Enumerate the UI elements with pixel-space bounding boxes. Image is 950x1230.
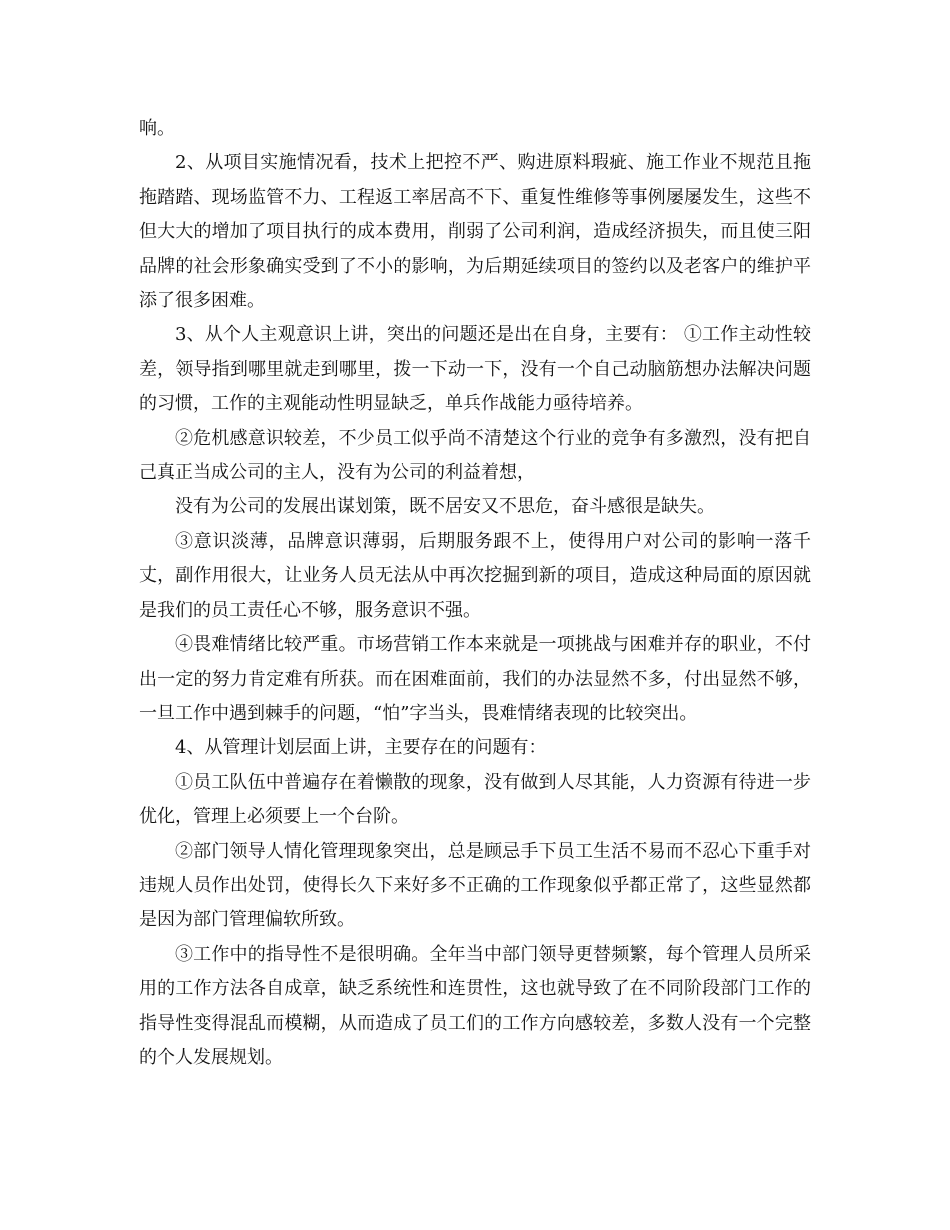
paragraph-fear-of-difficulty: ④畏难情绪比较严重。市场营销工作本来就是一项挑战与困难并存的职业，不付出一定的努力肯定难有所获。而在困难面前，我们的办法显然不多，付出显然不够，一旦工作中遇到棘手的问题，“怕”字当头，畏难情绪表现的比较突出。 [139,634,811,724]
paragraph-management-heading: 4、从管理计划层面上讲，主要存在的问题有： [175,737,547,759]
paragraph-project-implementation: 2、从项目实施情况看，技术上把控不严、购进原料瑕疵、施工作业不规范且拖拖踏踏、现场监管不力、工程返工率居高不下、重复性维修等事例屡屡发生，这些不但大大的增加了项目执行的成本费用，削弱了公司利润，造成经济损失，而且使三阳品牌的社会形象确实受到了不小的影响，为后期延续项目的签约以及老客户的维护平添了很多困难。 [139,152,811,312]
paragraph-lenient-management: ②部门领导人情化管理现象突出，总是顾忌手下员工生活不易而不忍心下重手对违规人员作出处罚，使得长久下来好多不正确的工作现象似乎都正常了，这些显然都是因为部门管理偏软所致。 [139,840,811,931]
paragraph-staff-laxity: ①员工队伍中普遍存在着懒散的现象，没有做到人尽其能，人力资源有待进一步优化，管理上必须要上一个台阶。 [139,771,811,828]
paragraph-continuation: 响。 [139,118,175,139]
document-body [139,112,811,1075]
paragraph-brand-awareness: ③意识淡薄，品牌意识薄弱，后期服务跟不上，使得用户对公司的影响一落千丈，副作用很大，让业务人员无法从中再次挖掘到新的项目，造成这种局面的原因就是我们的员工责任心不够，服务意识不强。 [139,530,811,621]
paragraph-unclear-guidance: ③工作中的指导性不是很明确。全年当中部门领导更替频繁，每个管理人员所采用的工作方法各自成章，缺乏系统性和连贯性，这也就导致了在不同阶段部门工作的指导性变得混乱而模糊，从而造成了员工们的工作方向感较差，多数人没有一个完整的个人发展规划。 [139,943,811,1068]
paragraph-crisis-awareness-continued: 没有为公司的发展出谋划策，既不居安又不思危，奋斗感很是缺失。 [175,496,715,518]
paragraph-crisis-awareness: ②危机感意识较差，不少员工似乎尚不清楚这个行业的竞争有多激烈，没有把自己真正当成公司的主人，没有为公司的利益着想， [139,427,811,484]
paragraph-personal-awareness: 3、从个人主观意识上讲，突出的问题还是出在自身，主要有： ①工作主动性较差，领导指到哪里就走到哪里，拨一下动一下，没有一个自己动脑筋想办法解决问题的习惯，工作的主观能动性明显缺乏，单兵作战能力亟待培养。 [139,324,811,415]
